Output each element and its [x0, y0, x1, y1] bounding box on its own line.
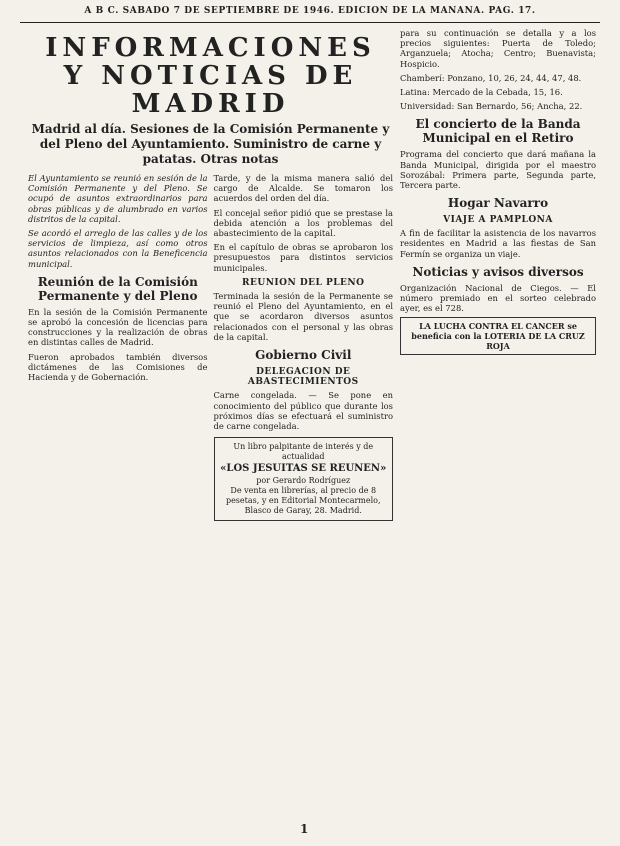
hogar-heading: Hogar Navarro [447, 196, 549, 211]
pleno-heading: REUNION DEL PLENO [242, 277, 365, 288]
gobierno-heading: Gobierno Civil [255, 348, 352, 363]
book-ad-box [214, 437, 394, 521]
page-header: A B C. SÁBADO 7 DE SEPTIEMBRE DE 1946. EDICIÓN DE LA MAÑANA. PÁG. 17. [20, 6, 600, 23]
cancer-lottery-ad: LA LUCHA CONTRA EL CANCER se beneficia con la LOTERIA DE LA CRUZ ROJA [400, 317, 596, 355]
paragraph: Latina: Mercado de la Cebada, 15, 16. [400, 87, 563, 98]
paragraph: Tarde, y de la misma manera salió del cargo de Alcalde. Se tomaron los acuerdos del orden del día. [213, 173, 393, 204]
paragraph: Fueron aprobados también diversos dictámenes de las Comisiones de Hacienda y de Gobernación. [28, 351, 208, 383]
paragraph: Carne congelada. — Se pone en conocimiento del público que durante los próximos días se efectuará el suministro de carne congelada. [213, 390, 393, 432]
left-section [28, 28, 393, 828]
page-number: 1 [300, 822, 309, 836]
ad-line: por Gerardo Rodríguez [256, 476, 351, 486]
article-columns [28, 173, 393, 527]
column-2 [214, 173, 394, 527]
paragraph: Se acordó el arreglo de las calles y de los servicios de limpieza, así como otros asuntos relacionados con la Beneficencia municipal. [28, 228, 208, 269]
paragraph: para su continuación se detalla y a los precios siguientes: Puerta de Toledo; Arganzuela; Atocha; Centro; Buenavista; Hospicio. [400, 28, 596, 69]
noticias-heading: Noticias y avisos diversos [412, 264, 584, 279]
hogar-subheading: VIAJE A PAMPLONA [443, 215, 553, 226]
paragraph: A fin de facilitar la asistencia de los navarros residentes en Madrid a las fiestas de San Fermín se organiza un viaje. [400, 228, 596, 259]
right-column [400, 28, 596, 828]
ad-title: «LOS JESUITAS SE REUNEN» [220, 463, 387, 475]
paragraph: Universidad: San Bernardo, 56; Ancha, 22. [400, 101, 583, 112]
ad-line: Un libro palpitante de interés y de actualidad [233, 442, 374, 462]
page-title: INFORMACIONES Y NOTICIAS DE MADRID [45, 33, 376, 119]
paragraph: Chamberí: Ponzano, 10, 26, 24, 44, 47, 48. [400, 72, 582, 83]
paragraph: En la sesión de la Comisión Permanente se aprobó la concesión de licencias para construcciones y la realización de obras en distintas calles de Madrid. [28, 306, 208, 348]
article-subtitle: Madrid al día. Sesiones de la Comisión Permanente y del Pleno del Ayuntamiento. Suministro de carne y patatas. Otras notas [31, 122, 390, 166]
paragraph: En el capítulo de obras se aprobaron los presupuestos para distintos servicios municipales. [213, 242, 393, 273]
paragraph: El Ayuntamiento se reunió en sesión de la Comisión Permanente y del Pleno. Se ocupó de asuntos extraordinarios para obras públicas y de alumbrado en varios distritos de la capital. [28, 173, 208, 224]
gobierno-subheading: DELEGACION DE ABASTECIMIENTOS [247, 367, 359, 388]
section-heading: Reunión de la Comisión Permanente y del Pleno [37, 274, 198, 303]
ad-line: De venta en librerías, al precio de 8 pesetas, y en Editorial Montecarmelo, Blasco de Garay, 28. Madrid. [225, 486, 381, 516]
column-1 [28, 173, 208, 527]
paragraph: Terminada la sesión de la Permanente se reunió el Pleno del Ayuntamiento, en el que se acordaron diversos asuntos relacionados con el personal y las obras de la capital. [213, 291, 393, 342]
paragraph: Organización Nacional de Ciegos. — El número premiado en el sorteo celebrado ayer, es el 728. [400, 282, 596, 314]
paragraph: El concejal señor pidió que se prestase la debida atención a los problemas del abastecimiento de la capital. [213, 207, 393, 239]
paragraph: Programa del concierto que dará mañana la Banda Municipal, dirigida por el maestro Sorozábal: Primera parte, Segunda parte, Tercera parte. [400, 149, 596, 191]
banda-heading: El concierto de la Banda Municipal en el Retiro [415, 117, 581, 146]
